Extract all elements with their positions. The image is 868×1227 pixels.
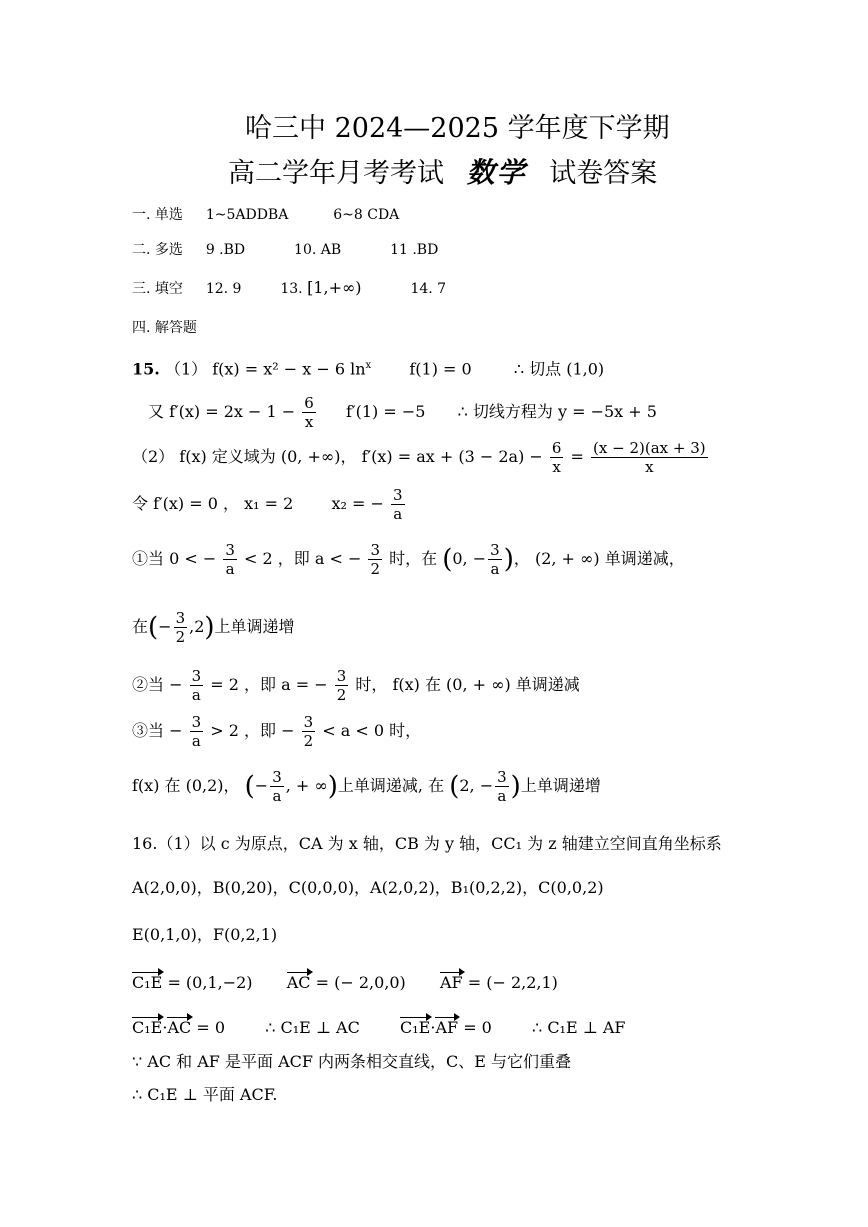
section-multi-choice: 二. 多选 9 .BD 10. AB 11 .BD	[132, 242, 439, 258]
q15-case3-monotonic: f(x) 在 (0,2)， (− $\frac{3}{a}$ , + ∞)上单调递减, 在 (2, − $\frac{3}{a}$ )上单调递增	[132, 768, 601, 805]
q16-reason: ∵ AC 和 AF 是平面 ACF 内两条相交直线，C、E 与它们重叠	[132, 1052, 572, 1071]
q15-case2: ②当 − $\frac{3}{a}$ = 2 ，即 a = − $\frac{3}{2}$ 时， f(x) 在 (0, + ∞) 单调递减	[132, 667, 580, 704]
section-single-choice: 一. 单选 1~5ADDBA 6~8 CDA	[132, 207, 400, 223]
q16-points-ef: E(0,1,0)，F(0,2,1)	[132, 925, 278, 944]
q15-part1-line: 15. （1） f(x) = x² − x − 6 $\ln^x f(1) = 0$ ∴ 切点 (1,0)	[132, 359, 605, 379]
q15-part2-line: （2） f(x) 定义域为 (0, +∞)， f′(x) = ax + (3 − 2a) − $\frac{6}{x}$ = $\frac{(x - 2)(ax + 3)}{x}$	[132, 439, 706, 476]
q15-critical-points: 令 f′(x) = 0 ， x₁ = 2 x₂ = − $\frac{3}{a}$	[132, 486, 403, 523]
q16-conclusion: ∴ C₁E ⊥ 平面 ACF.	[132, 1085, 278, 1104]
subject-label: 数学	[466, 156, 527, 189]
q15-case1-increase: 在(− $\frac{3}{2}$ ,2)上单调递增	[132, 609, 295, 646]
page-subtitle: 高二学年月考考试 数学 试卷答案	[228, 156, 658, 189]
q16-coordinate-setup: 16.（1）以 c 为原点，CA 为 x 轴，CB 为 y 轴，CC₁ 为 z 轴建立空间直角坐标系	[132, 834, 722, 853]
q16-points: A(2,0,0)，B(0,20)，C(0,0,0)，A(2,0,2)，B₁(0,2,2)，C(0,0,2)	[132, 878, 604, 897]
q16-dot-products: C₁E·AC = 0 ∴ C₁E ⊥ AC C₁E·AF = 0 ∴ C₁E ⊥ AF	[132, 1018, 626, 1037]
page-title: 哈三中 2024—2025 学年度下学期	[245, 113, 670, 144]
q15-derivative-line: 又 f′(x) = 2x − 1 − $\frac{6}{x}$ f′(1) = −5 ∴ 切线方程为 y = −5x + 5	[148, 394, 657, 431]
q16-vectors: C₁E = (0,1,−2) AC = (− 2,0,0) AF = (− 2,2,1)	[132, 973, 558, 992]
q15-case1: ①当 0 < − $\frac{3}{a}$ < 2 ，即 a < − $\frac{3}{2}$ 时，在 (0, − $\frac{3}{a}$ )， (2, + ∞) 单调递减，	[132, 541, 685, 578]
q15-case3: ③当 − $\frac{3}{a}$ > 2 ，即 − $\frac{3}{2}$ < a < 0 时，	[132, 713, 422, 750]
section-solutions: 四. 解答题	[132, 320, 197, 336]
section-fill-blank: 三. 填空 12. 9 13. [1,+∞) 14. 7	[132, 278, 447, 297]
